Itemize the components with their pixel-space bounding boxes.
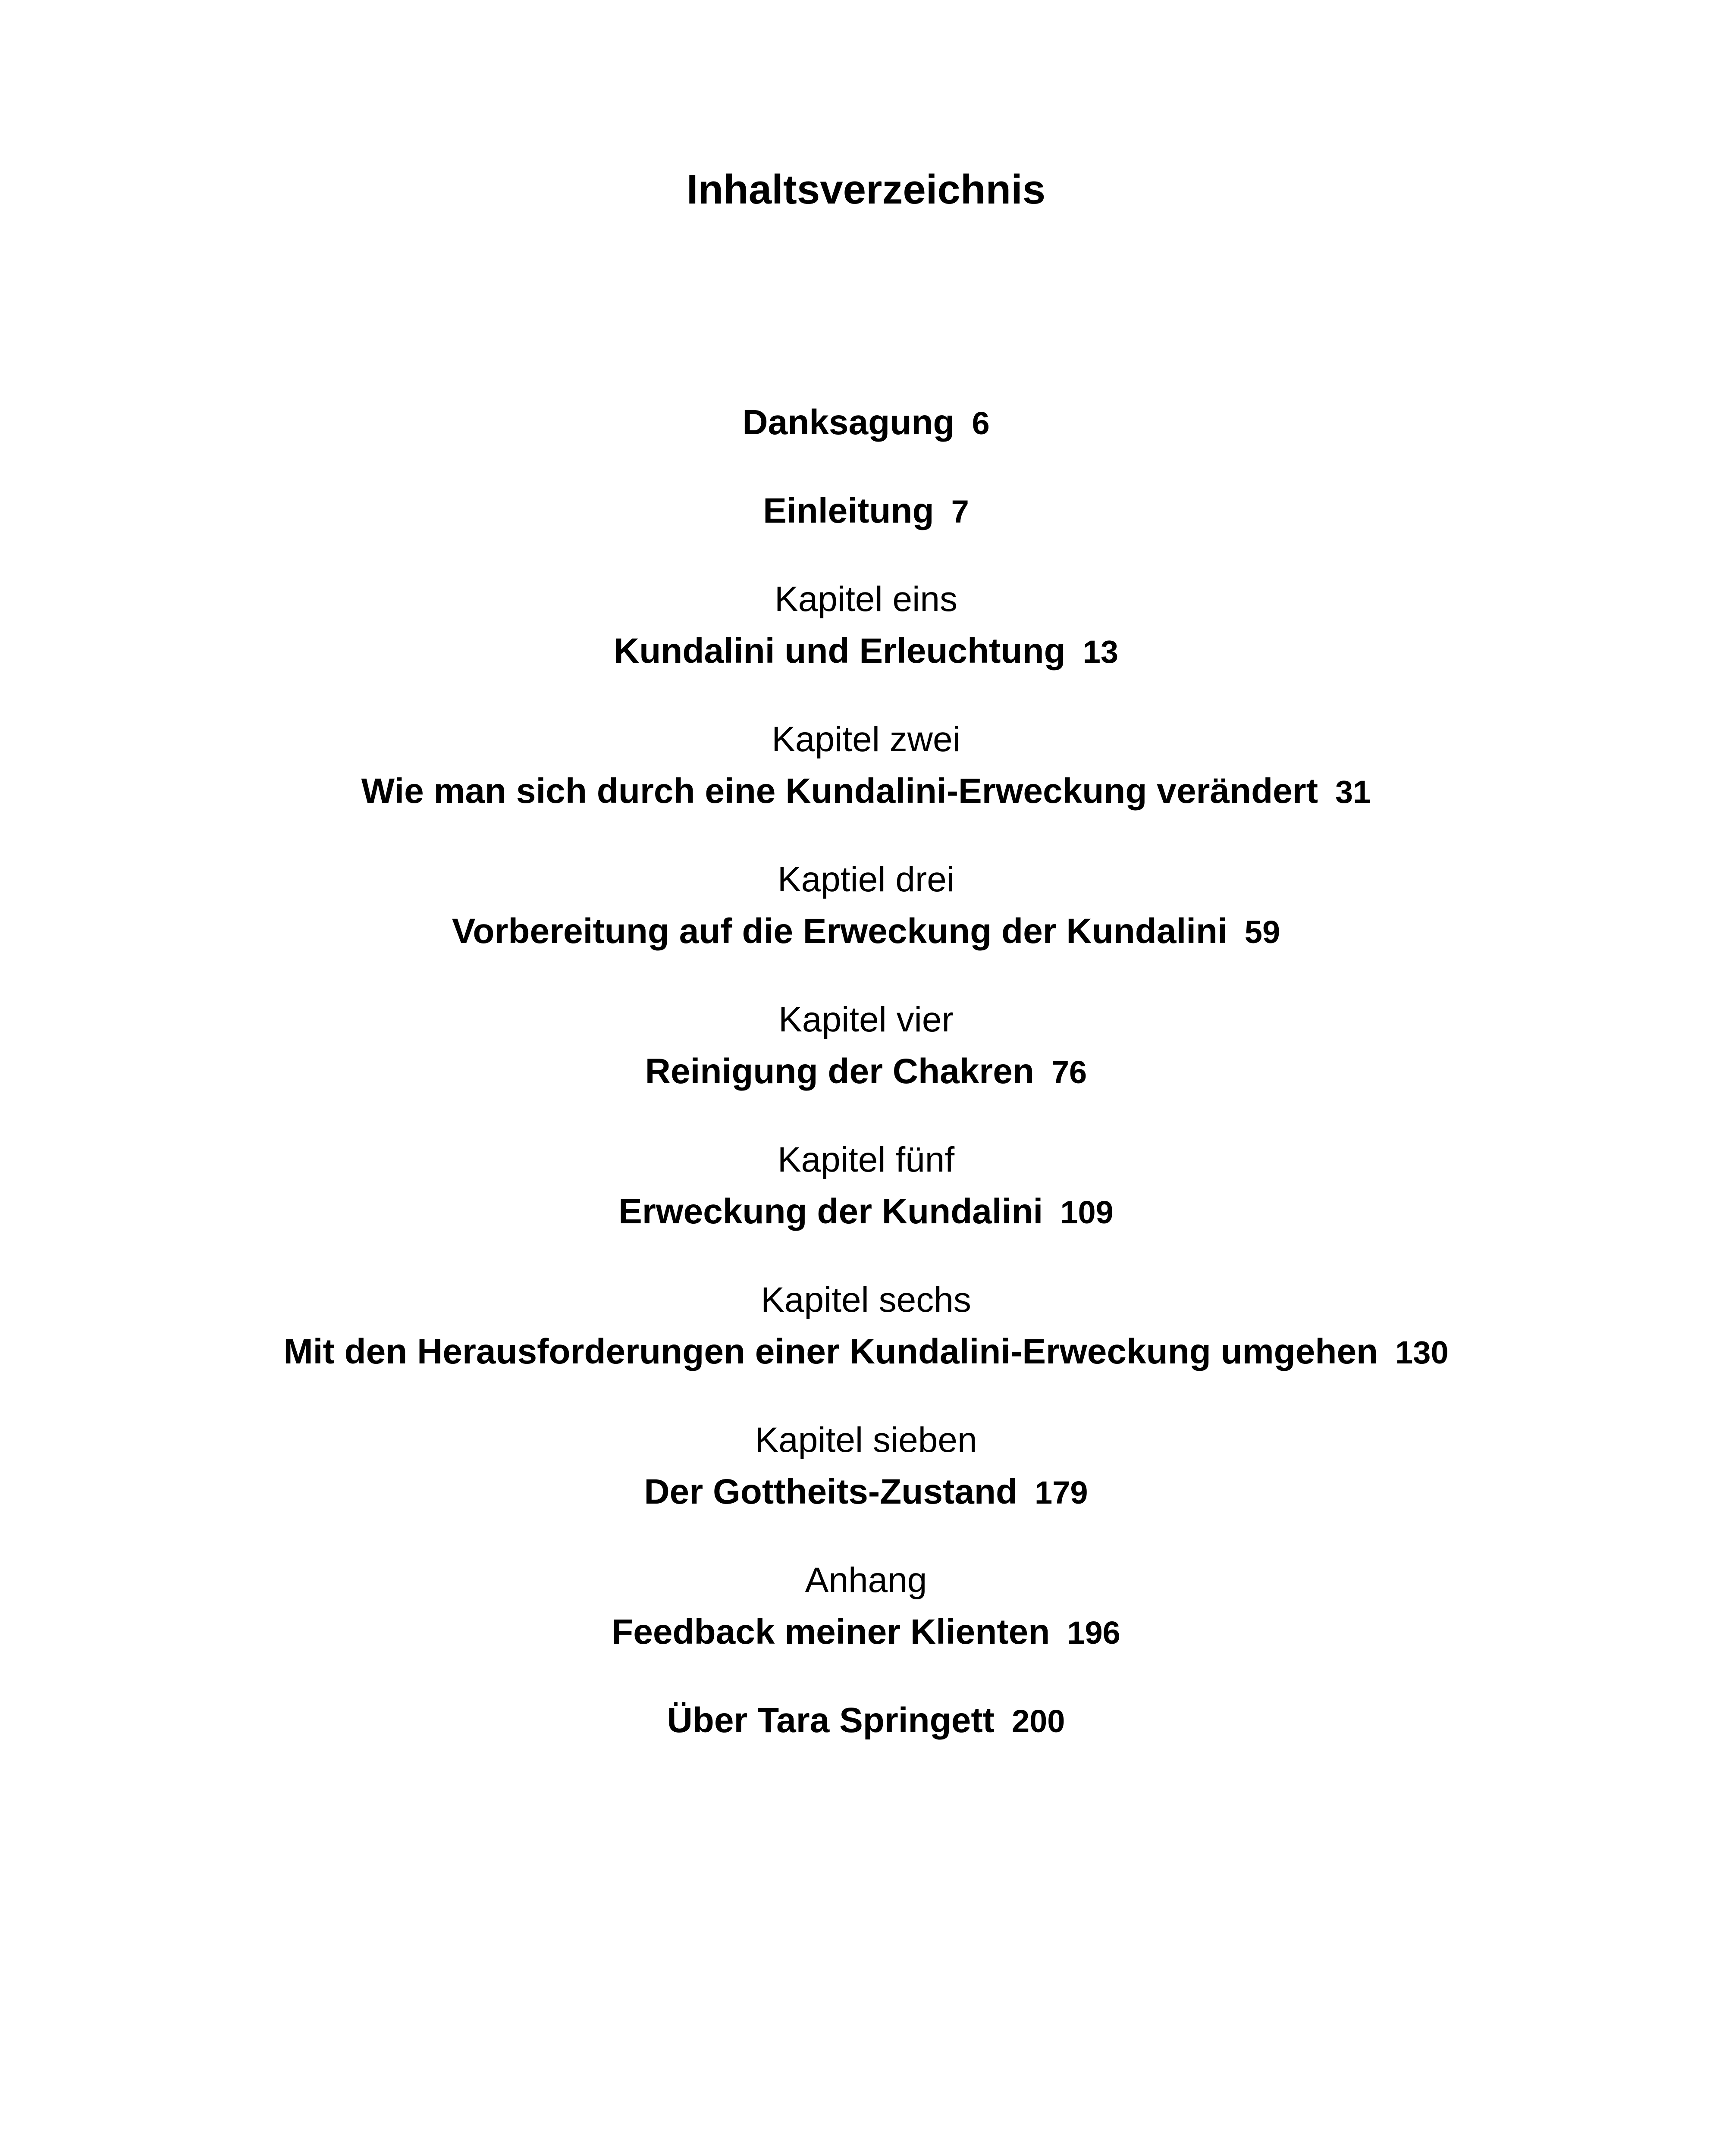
toc-entry-title: Reinigung der Chakren — [645, 1052, 1034, 1091]
chapter-label-5: Kapitel fünf — [777, 1140, 955, 1179]
toc-entry-title: Danksagung — [742, 403, 955, 442]
page-title: Inhaltsverzeichnis — [686, 166, 1046, 213]
toc-entry-title: Der Gottheits-Zustand — [644, 1472, 1018, 1511]
toc-entry-page: 59 — [1244, 914, 1280, 950]
toc-entry-chapter-6[interactable] — [0, 1328, 1732, 1376]
toc-entry-page: 13 — [1082, 634, 1118, 670]
toc-entry-chapter-3[interactable] — [0, 908, 1732, 956]
chapter-label-7: Kapitel sieben — [755, 1420, 977, 1460]
chapter-label-4: Kapitel vier — [778, 1000, 954, 1039]
toc-entry-page: 130 — [1395, 1335, 1449, 1370]
toc-entry-title: Einleitung — [763, 491, 934, 530]
toc-entry-title: Feedback meiner Klienten — [612, 1612, 1050, 1651]
toc-entry-title: Kundalini und Erleuchtung — [613, 631, 1066, 671]
toc-entry-title: Vorbereitung auf die Erweckung der Kundalini — [452, 912, 1227, 951]
toc-entry-chapter-7[interactable] — [0, 1468, 1732, 1517]
chapter-label-2: Kapitel zwei — [772, 720, 960, 759]
toc-entry-title: Wie man sich durch eine Kundalini-Erweckung verändert — [361, 771, 1318, 811]
toc-entry-title: Mit den Herausforderungen einer Kundalini-Erweckung umgehen — [283, 1332, 1378, 1371]
toc-entry-page: 196 — [1067, 1615, 1120, 1651]
toc-entry-chapter-5[interactable] — [0, 1188, 1732, 1236]
appendix-label: Anhang — [805, 1561, 927, 1600]
toc-entry-title: Erweckung der Kundalini — [618, 1192, 1043, 1231]
toc-entry-about-author[interactable] — [0, 1697, 1732, 1745]
toc-entry-page: 7 — [951, 494, 969, 530]
toc-entry-page: 109 — [1060, 1194, 1114, 1230]
chapter-label-3: Kaptiel drei — [777, 860, 955, 899]
toc-entry-chapter-1[interactable] — [0, 627, 1732, 676]
toc-entry-page: 31 — [1335, 774, 1371, 810]
toc-entry-page: 76 — [1051, 1054, 1087, 1090]
toc-entry-title: Über Tara Springett — [667, 1701, 995, 1740]
chapter-label-6: Kapitel sechs — [761, 1280, 971, 1319]
toc-entry-page: 200 — [1011, 1703, 1065, 1739]
toc-entry-chapter-2[interactable] — [0, 768, 1732, 816]
toc-entry-danksagung[interactable] — [0, 399, 1732, 447]
toc-entry-chapter-4[interactable] — [0, 1048, 1732, 1096]
toc-entry-einleitung[interactable] — [0, 487, 1732, 536]
chapter-label-1: Kapitel eins — [775, 580, 957, 619]
toc-entry-page: 179 — [1035, 1475, 1088, 1510]
toc-entry-page: 6 — [972, 405, 990, 441]
toc-entry-appendix[interactable] — [0, 1608, 1732, 1657]
